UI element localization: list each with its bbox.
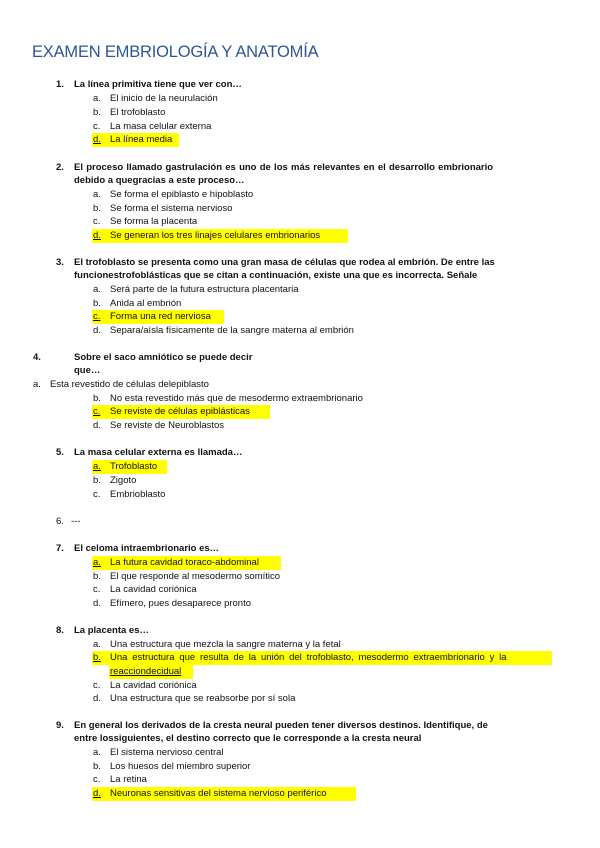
option-text: Se forma la placenta — [110, 216, 198, 227]
option-text: El sistema nervioso central — [110, 747, 224, 758]
question-text-line-2: debido a quegracias a este proceso… — [74, 175, 245, 186]
option-text: La línea media — [110, 134, 173, 145]
option-text: Se generan los tres linajes celulares embrionarios — [110, 230, 321, 241]
question-text-line-2: entre lossiguientes, el destino correcto que le corresponde a la cresta neural — [74, 733, 422, 744]
question-number: 9. — [56, 720, 64, 731]
option-letter: c. — [93, 584, 101, 595]
option-text: Una estructura que resulta de la unión del trofoblasto, mesodermo extraembrionario y la — [110, 652, 507, 663]
option-text: Efímero, pues desaparece pronto — [110, 598, 252, 609]
question-number: 2. — [56, 162, 64, 173]
option-letter: a. — [93, 557, 101, 568]
option-letter: b. — [93, 298, 101, 309]
option-letter: b. — [93, 393, 101, 404]
option-text: La masa celular externa — [110, 121, 212, 132]
option-letter: c. — [93, 216, 101, 227]
option-text: El trofoblasto — [110, 107, 166, 118]
option-text: Zigoto — [110, 475, 137, 486]
question-text: El celoma intraembrionario es… — [74, 543, 220, 554]
option-letter: b. — [93, 761, 101, 772]
option-letter: d. — [93, 693, 101, 704]
option-letter: c. — [93, 680, 101, 691]
option-text: Los huesos del miembro superior — [110, 761, 251, 772]
question-number: 8. — [56, 625, 64, 636]
option-text: La futura cavidad toraco-abdominal — [110, 557, 259, 568]
question-text-line-2: funcionestrofoblásticas que se citan a continuación, existe una que es incorrecta. Señale — [74, 270, 478, 281]
option-text: La cavidad coriónica — [110, 680, 197, 691]
option-text: Separa/aísla físicamente de la sangre materna al embrión — [110, 325, 354, 336]
highlighted-answer — [92, 310, 224, 324]
option-letter: b. — [93, 571, 101, 582]
option-text: Trofoblasto — [110, 461, 158, 472]
option-letter: b. — [93, 652, 101, 663]
option-text: No esta revestido más que de mesodermo extraembrionario — [110, 393, 363, 404]
question-text: --- — [71, 516, 81, 527]
option-letter: a. — [93, 639, 101, 650]
option-text: Se forma el sistema nervioso — [110, 203, 233, 214]
option-letter: d. — [93, 598, 101, 609]
highlighted-answer — [92, 651, 552, 665]
option-text: La cavidad coriónica — [110, 584, 197, 595]
question-number: 4. — [33, 352, 41, 363]
question-text: La masa celular externa es llamada… — [74, 447, 243, 458]
option-letter: a. — [93, 461, 101, 472]
option-letter: b. — [93, 107, 101, 118]
highlighted-answer — [92, 229, 348, 243]
option-text: Una estructura que se reabsorbe por sí sola — [110, 693, 296, 704]
question-text: La placenta es… — [74, 625, 149, 636]
option-letter: a. — [93, 747, 101, 758]
option-text: Se reviste de células epiblásticas — [110, 406, 250, 417]
option-text: Una estructura que mezcla la sangre materna y la fetal — [110, 639, 341, 650]
question-text-line-1: El trofoblasto se presenta como una gran masa de células que rodea al embrión. De entre las — [74, 257, 495, 268]
highlighted-answer-continued: reacciondecidual — [109, 665, 193, 679]
option-text: Esta revestido de células delepiblasto — [50, 379, 209, 390]
option-letter: c. — [93, 489, 101, 500]
option-letter: a. — [93, 284, 101, 295]
option-letter: c. — [93, 774, 101, 785]
page-title: EXAMEN EMBRIOLOGÍA Y ANATOMÍA — [32, 43, 319, 61]
option-text: Anida al embrión — [110, 298, 182, 309]
option-text: Neuronas sensitivas del sistema nervioso periférico — [110, 788, 327, 799]
highlighted-answer — [92, 787, 356, 801]
question-text-line-1: Sobre el saco amniótico se puede decir — [74, 352, 253, 363]
question-text-line-1: El proceso llamado gastrulación es uno de los más relevantes en el desarrollo embrionario — [74, 162, 494, 173]
question-text-line-2: que… — [74, 365, 101, 376]
question-text: La línea primitiva tiene que ver con… — [74, 79, 242, 90]
question-number: 5. — [56, 447, 64, 458]
question-number: 1. — [56, 79, 64, 90]
option-letter: d. — [93, 788, 101, 799]
option-letter: b. — [93, 203, 101, 214]
option-text: Embrioblasto — [110, 489, 166, 500]
highlighted-answer — [92, 556, 281, 570]
option-letter: a. — [93, 93, 101, 104]
option-letter: c. — [93, 406, 101, 417]
option-letter: a. — [33, 379, 41, 390]
option-letter: c. — [93, 121, 101, 132]
option-letter: d. — [93, 325, 101, 336]
option-text: Se reviste de Neuroblastos — [110, 420, 225, 431]
highlighted-answer — [92, 133, 179, 147]
option-letter: c. — [93, 311, 101, 322]
option-text: El que responde al mesodermo somítico — [110, 571, 281, 582]
question-text-line-1: En general los derivados de la cresta neural pueden tener diversos destinos. Identifique, de — [74, 720, 488, 731]
option-text: Forma una red nerviosa — [110, 311, 211, 322]
option-letter: d. — [93, 420, 101, 431]
highlighted-answer — [92, 405, 270, 419]
question-number: 3. — [56, 257, 64, 268]
highlighted-answer — [92, 460, 167, 474]
option-letter: a. — [93, 189, 101, 200]
option-text: La retina — [110, 774, 147, 785]
option-text: El inicio de la neurulación — [110, 93, 218, 104]
option-letter: b. — [93, 475, 101, 486]
question-number: 6. — [56, 516, 64, 527]
option-letter: d. — [93, 230, 101, 241]
question-number: 7. — [56, 543, 64, 554]
option-letter: d. — [93, 134, 101, 145]
option-text: Se forma el epiblasto e hipoblasto — [110, 189, 254, 200]
option-text: Será parte de la futura estructura placentaria — [110, 284, 299, 295]
